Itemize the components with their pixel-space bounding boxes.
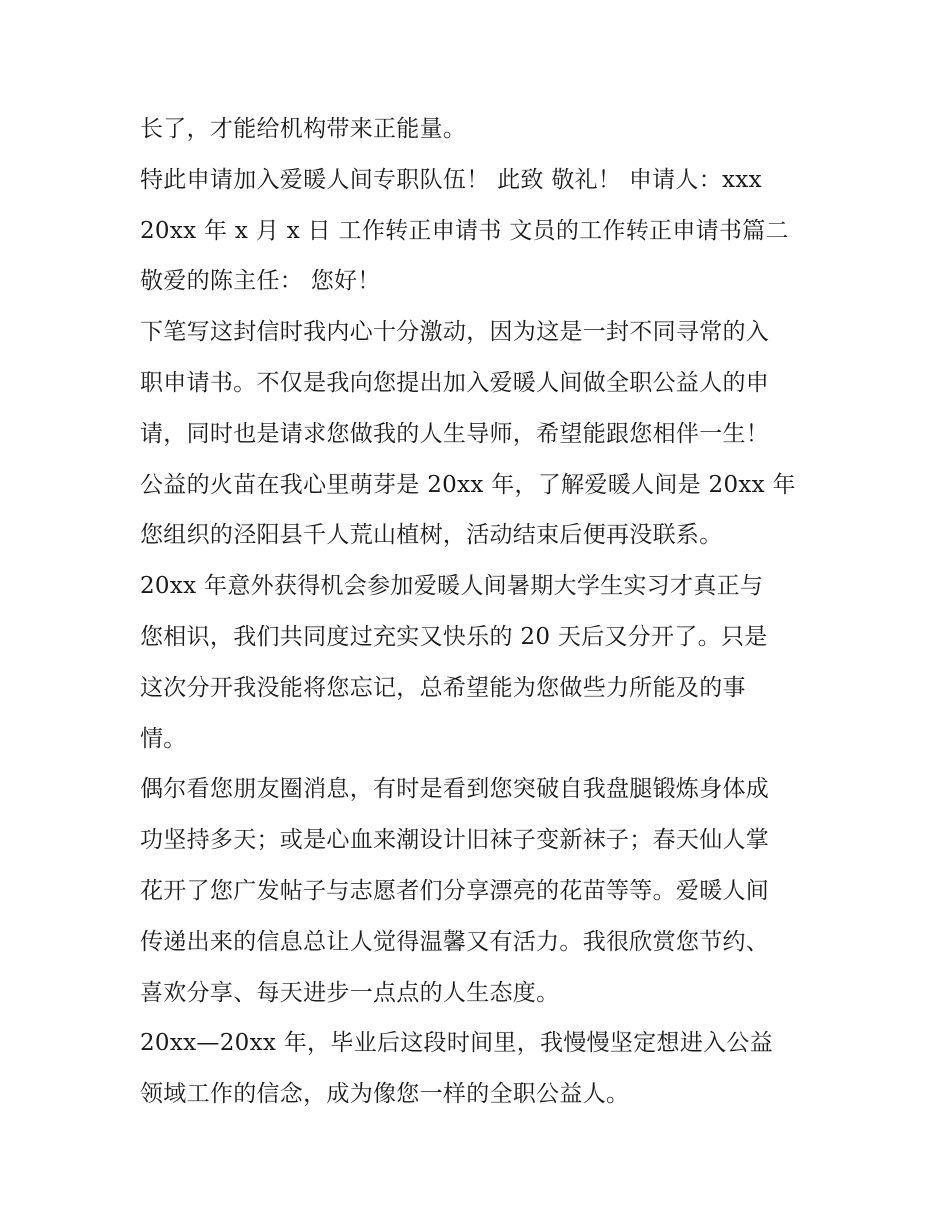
text-line: 请，同时也是请求您做我的人生导师，希望能跟您相伴一生！ [140, 420, 770, 447]
text-line: 特此申请加入爱暖人间专职队伍！ 此致 敬礼！ 申请人：xxx [140, 166, 762, 193]
text-line: 传递出来的信息总让人觉得温馨又有活力。我很欣赏您节约、 [140, 928, 770, 955]
text-line: 长了，才能给机构带来正能量。 [140, 116, 467, 142]
text-line: 偶尔看您朋友圈消息，有时是看到您突破自我盘腿锻炼身体成 [140, 776, 770, 803]
text-line: 20xx 年 x 月 x 日 工作转正申请书 文员的工作转正申请书篇二 [140, 217, 789, 244]
text-line: 情。 [140, 725, 187, 752]
text-line: 这次分开我没能将您忘记，总希望能为您做些力所能及的事 [140, 674, 746, 701]
text-line: 花开了您广发帖子与志愿者们分享漂亮的花苗等等。爱暖人间 [140, 877, 770, 904]
text-line: 20xx—20xx 年，毕业后这段时间里，我慢慢坚定想进入公益 [140, 1030, 774, 1057]
text-line: 职申请书。不仅是我向您提出加入爱暖人间做全职公益人的申 [140, 369, 770, 396]
text-line: 下笔写这封信时我内心十分激动，因为这是一封不同寻常的入 [140, 319, 770, 346]
text-line: 20xx 年意外获得机会参加爱暖人间暑期大学生实习才真正与 [140, 573, 764, 600]
text-line: 领域工作的信念，成为像您一样的全职公益人。 [140, 1081, 630, 1108]
document-body [140, 104, 830, 1120]
text-line: 您组织的泾阳县千人荒山植树，活动结束后便再没联系。 [140, 522, 723, 549]
text-line: 您相识，我们共同度过充实又快乐的 20 天后又分开了。只是 [140, 623, 768, 650]
text-line: 喜欢分享、每天进步一点点的人生态度。 [140, 979, 560, 1006]
text-line: 功坚持多天；或是心血来潮设计旧袜子变新袜子；春天仙人掌 [140, 827, 770, 854]
text-line: 敬爱的陈主任： 您好！ [140, 268, 381, 295]
text-line: 公益的火苗在我心里萌芽是 20xx 年，了解爱暖人间是 20xx 年 [140, 471, 796, 498]
